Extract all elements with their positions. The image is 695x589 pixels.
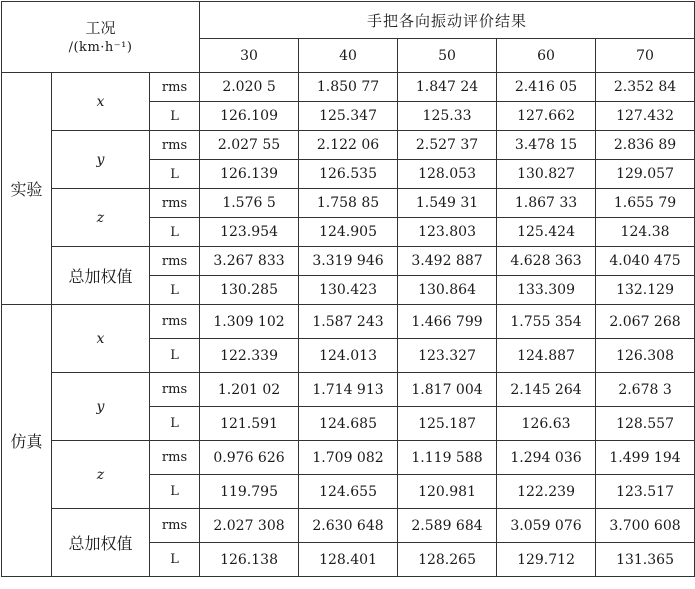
metric-label-cell: L (150, 475, 200, 509)
value-cell: 1.817 004 (398, 373, 497, 407)
value-cell: 1.587 243 (299, 305, 398, 339)
metric-label-cell: L (150, 102, 200, 131)
value-cell: 123.954 (200, 218, 299, 247)
condition-label: 工况 (85, 19, 116, 37)
value-cell: 128.557 (596, 407, 695, 441)
speed-header-cell: 50 (398, 39, 497, 73)
value-cell: 1.758 85 (299, 189, 398, 218)
value-cell: 132.129 (596, 276, 695, 305)
value-cell: 123.517 (596, 475, 695, 509)
table-row (2, 73, 695, 102)
value-cell: 1.119 588 (398, 441, 497, 475)
axis-label-cell: x (52, 73, 150, 131)
value-cell: 123.803 (398, 218, 497, 247)
value-cell: 130.285 (200, 276, 299, 305)
value-cell: 127.432 (596, 102, 695, 131)
table-row (2, 509, 695, 543)
value-cell: 122.339 (200, 339, 299, 373)
value-cell: 1.655 79 (596, 189, 695, 218)
value-cell: 1.294 036 (497, 441, 596, 475)
speed-header-cell: 40 (299, 39, 398, 73)
value-cell: 1.201 02 (200, 373, 299, 407)
value-cell: 1.309 102 (200, 305, 299, 339)
metric-label-cell: rms (150, 189, 200, 218)
value-cell: 2.352 84 (596, 73, 695, 102)
value-cell: 1.850 77 (299, 73, 398, 102)
value-cell: 3.267 833 (200, 247, 299, 276)
value-cell: 124.905 (299, 218, 398, 247)
metric-label-cell: rms (150, 509, 200, 543)
value-cell: 2.145 264 (497, 373, 596, 407)
metric-label-cell: rms (150, 73, 200, 102)
metric-label-cell: rms (150, 441, 200, 475)
metric-label-cell: L (150, 407, 200, 441)
value-cell: 130.423 (299, 276, 398, 305)
value-cell: 126.63 (497, 407, 596, 441)
value-cell: 121.591 (200, 407, 299, 441)
table-row (2, 247, 695, 276)
value-cell: 131.365 (596, 543, 695, 577)
value-cell: 0.976 626 (200, 441, 299, 475)
axis-label-cell: x (52, 305, 150, 373)
metric-label-cell: L (150, 543, 200, 577)
value-cell: 129.712 (497, 543, 596, 577)
axis-label-cell: z (52, 189, 150, 247)
metric-label-cell: L (150, 218, 200, 247)
value-cell: 133.309 (497, 276, 596, 305)
value-cell: 2.027 55 (200, 131, 299, 160)
value-cell: 2.020 5 (200, 73, 299, 102)
value-cell: 125.347 (299, 102, 398, 131)
value-cell: 1.499 194 (596, 441, 695, 475)
value-cell: 1.709 082 (299, 441, 398, 475)
value-cell: 2.527 37 (398, 131, 497, 160)
value-cell: 126.308 (596, 339, 695, 373)
value-cell: 3.059 076 (497, 509, 596, 543)
group-label-cell: 仿真 (2, 305, 52, 577)
table-row (2, 441, 695, 475)
table-row (2, 305, 695, 339)
value-cell: 124.685 (299, 407, 398, 441)
value-cell: 126.138 (200, 543, 299, 577)
value-cell: 1.576 5 (200, 189, 299, 218)
value-cell: 4.628 363 (497, 247, 596, 276)
vibration-results-table (1, 1, 695, 577)
table-title: 手把各向振动评价结果 (200, 2, 695, 39)
value-cell: 128.053 (398, 160, 497, 189)
metric-label-cell: L (150, 339, 200, 373)
table-row (2, 189, 695, 218)
table-row (2, 131, 695, 160)
value-cell: 130.864 (398, 276, 497, 305)
value-cell: 3.478 15 (497, 131, 596, 160)
axis-label-cell: y (52, 131, 150, 189)
value-cell: 124.013 (299, 339, 398, 373)
table-row (2, 373, 695, 407)
value-cell: 125.33 (398, 102, 497, 131)
value-cell: 127.662 (497, 102, 596, 131)
value-cell: 129.057 (596, 160, 695, 189)
value-cell: 126.535 (299, 160, 398, 189)
metric-label-cell: L (150, 160, 200, 189)
value-cell: 1.755 354 (497, 305, 596, 339)
value-cell: 125.424 (497, 218, 596, 247)
speed-header-cell: 60 (497, 39, 596, 73)
header-row-title (2, 2, 695, 39)
value-cell: 126.139 (200, 160, 299, 189)
value-cell: 1.847 24 (398, 73, 497, 102)
value-cell: 2.067 268 (596, 305, 695, 339)
value-cell: 4.040 475 (596, 247, 695, 276)
value-cell: 124.38 (596, 218, 695, 247)
metric-label-cell: L (150, 276, 200, 305)
overall-label-cell: 总加权值 (52, 247, 150, 305)
value-cell: 119.795 (200, 475, 299, 509)
value-cell: 2.589 684 (398, 509, 497, 543)
value-cell: 3.319 946 (299, 247, 398, 276)
metric-label-cell: rms (150, 247, 200, 276)
value-cell: 1.466 799 (398, 305, 497, 339)
condition-header-cell (2, 2, 200, 73)
value-cell: 2.678 3 (596, 373, 695, 407)
value-cell: 1.549 31 (398, 189, 497, 218)
value-cell: 1.714 913 (299, 373, 398, 407)
metric-label-cell: rms (150, 373, 200, 407)
condition-unit: /(km·h⁻¹) (68, 40, 133, 55)
value-cell: 1.867 33 (497, 189, 596, 218)
value-cell: 2.416 05 (497, 73, 596, 102)
value-cell: 123.327 (398, 339, 497, 373)
value-cell: 125.187 (398, 407, 497, 441)
value-cell: 2.836 89 (596, 131, 695, 160)
value-cell: 3.700 608 (596, 509, 695, 543)
value-cell: 130.827 (497, 160, 596, 189)
value-cell: 126.109 (200, 102, 299, 131)
overall-label-cell: 总加权值 (52, 509, 150, 577)
group-label-cell: 实验 (2, 73, 52, 305)
value-cell: 2.027 308 (200, 509, 299, 543)
metric-label-cell: rms (150, 305, 200, 339)
axis-label-cell: y (52, 373, 150, 441)
value-cell: 124.887 (497, 339, 596, 373)
value-cell: 2.630 648 (299, 509, 398, 543)
value-cell: 120.981 (398, 475, 497, 509)
metric-label-cell: rms (150, 131, 200, 160)
value-cell: 124.655 (299, 475, 398, 509)
speed-header-cell: 70 (596, 39, 695, 73)
table-body (2, 2, 695, 577)
value-cell: 3.492 887 (398, 247, 497, 276)
axis-label-cell: z (52, 441, 150, 509)
value-cell: 2.122 06 (299, 131, 398, 160)
value-cell: 128.265 (398, 543, 497, 577)
value-cell: 122.239 (497, 475, 596, 509)
value-cell: 128.401 (299, 543, 398, 577)
speed-header-cell: 30 (200, 39, 299, 73)
